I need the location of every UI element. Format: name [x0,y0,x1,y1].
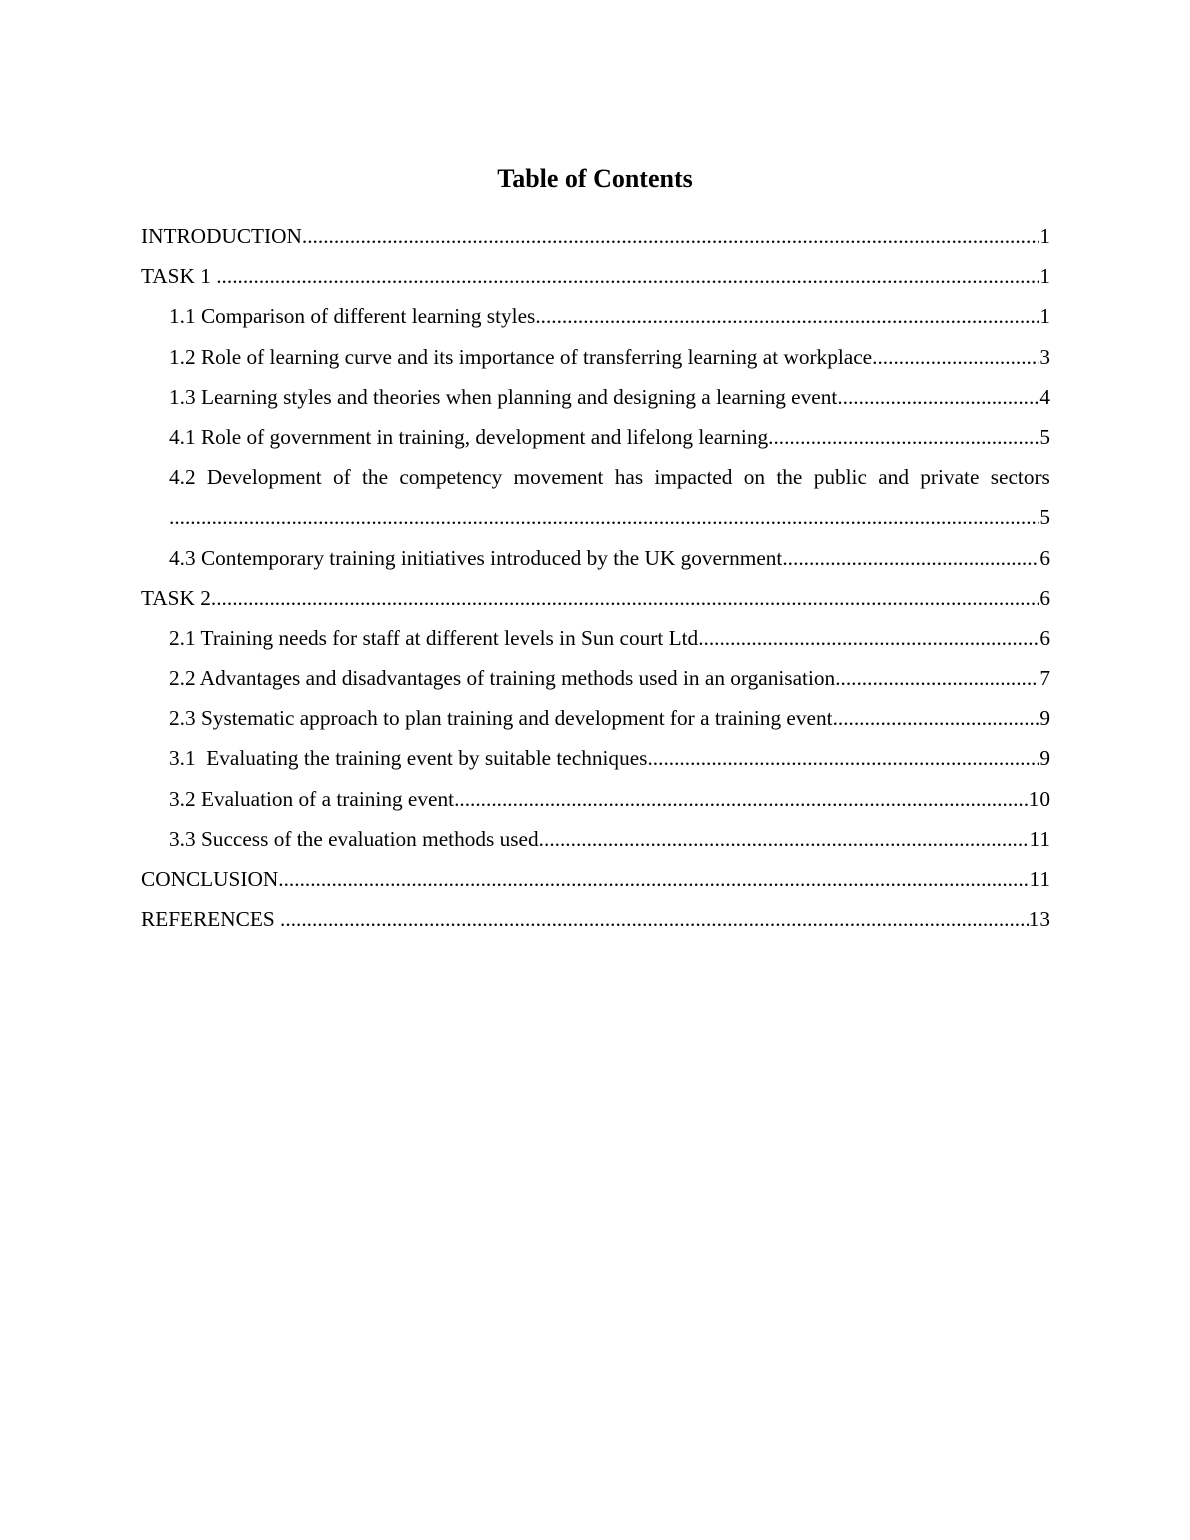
toc-entry-text: 4.1 Role of government in training, development and lifelong learning [169,424,769,449]
toc-page-number: 3 [1039,344,1050,369]
toc-page-number: 6 [1039,585,1050,610]
toc-leader-dots [833,698,1040,738]
toc-leader-dots [835,658,1039,698]
toc-entry-text: 3.1 Evaluating the training event by suitable techniques [169,746,648,771]
toc-entry-text: INTRODUCTION [141,224,302,248]
toc-entry-text: 3.2 Evaluation of a training event [169,786,455,811]
toc-entry-1-3[interactable] [141,377,1050,417]
toc-leader-dots [216,256,1039,296]
toc-entry-1-2[interactable] [141,337,1050,377]
toc-entry-introduction[interactable] [141,216,1050,256]
toc-leader-dots [872,337,1039,377]
toc-leader-dots [647,738,1039,778]
toc-page-number: 4 [1039,384,1050,409]
toc-entry-references[interactable] [141,899,1050,939]
toc-entry-task-2[interactable] [141,578,1050,618]
toc-entry-2-3[interactable] [141,698,1050,738]
toc-leader-dots [280,899,1029,939]
toc-entry-text: 3.3 Success of the evaluation methods used [169,826,539,851]
toc-entry-text: 4.2 Development of the competency movement has impacted on the public and private sectors [169,465,1050,490]
toc-page-number: 9 [1039,706,1050,731]
toc-leader-dots [539,819,1030,859]
toc-leader-dots [535,296,1039,336]
toc-entry-text: 1.2 Role of learning curve and its importance of transferring learning at workplace [169,344,873,369]
toc-entry-task-1[interactable] [141,256,1050,296]
toc-entry-text: 4.3 Contemporary training initiatives introduced by the UK government [169,545,783,570]
toc-page-number: 1 [1039,304,1050,329]
toc-entry-text: 2.1 Training needs for staff at different levels in Sun court Ltd [169,625,699,650]
toc-entry-2-1[interactable] [141,618,1050,658]
toc-page-number: 13 [1028,907,1050,932]
toc-entry-text: 2.3 Systematic approach to plan training and development for a training event [169,706,833,731]
toc-page-number: 10 [1028,786,1050,811]
toc-entry-text: CONCLUSION [141,867,279,892]
toc-page-number: 1 [1039,264,1050,289]
toc-entry-conclusion[interactable] [141,859,1050,899]
toc-entry-2-2[interactable] [141,658,1050,698]
toc-entry-3-1[interactable] [141,738,1050,778]
toc-leader-dots [782,538,1039,578]
toc-entry-4-1[interactable] [141,417,1050,457]
toc-entry-1-1[interactable] [141,296,1050,336]
toc-page-number: 6 [1039,625,1050,650]
toc-entry-text: TASK 2 [141,585,211,610]
toc-leader-dots [837,377,1039,417]
toc-leader-dots [302,216,1039,256]
toc-title: Table of Contents [497,164,693,193]
toc-page-number: 9 [1039,746,1050,771]
toc-leader-dots [211,578,1039,618]
toc-leader-dots [169,497,1039,537]
toc-leader-dots [698,618,1039,658]
toc-page-number: 1 [1039,224,1050,248]
toc-leader-dots [278,859,1029,899]
toc-entry-text: 1.1 Comparison of different learning styles [169,304,536,329]
toc-leader-dots [454,779,1029,819]
toc-page-number: 7 [1039,666,1050,691]
toc-entry-4-3[interactable] [141,538,1050,578]
toc-entry-3-2[interactable] [141,779,1050,819]
toc-list [141,216,1050,939]
toc-entry-text: TASK 1 [141,264,217,289]
toc-entry-text: 2.2 Advantages and disadvantages of training methods used in an organisation [169,666,836,691]
toc-page-number: 11 [1029,867,1050,892]
toc-page-number: 11 [1029,826,1050,851]
toc-page-number: 5 [1039,505,1050,530]
toc-entry-text: REFERENCES [141,907,281,932]
toc-leader-dots [768,417,1039,457]
toc-entry-3-3[interactable] [141,819,1050,859]
toc-entry-4-2[interactable] [141,457,1050,537]
toc-page-number: 5 [1039,424,1050,449]
toc-page-number: 6 [1039,545,1050,570]
toc-entry-text: 1.3 Learning styles and theories when planning and designing a learning event [169,384,838,409]
